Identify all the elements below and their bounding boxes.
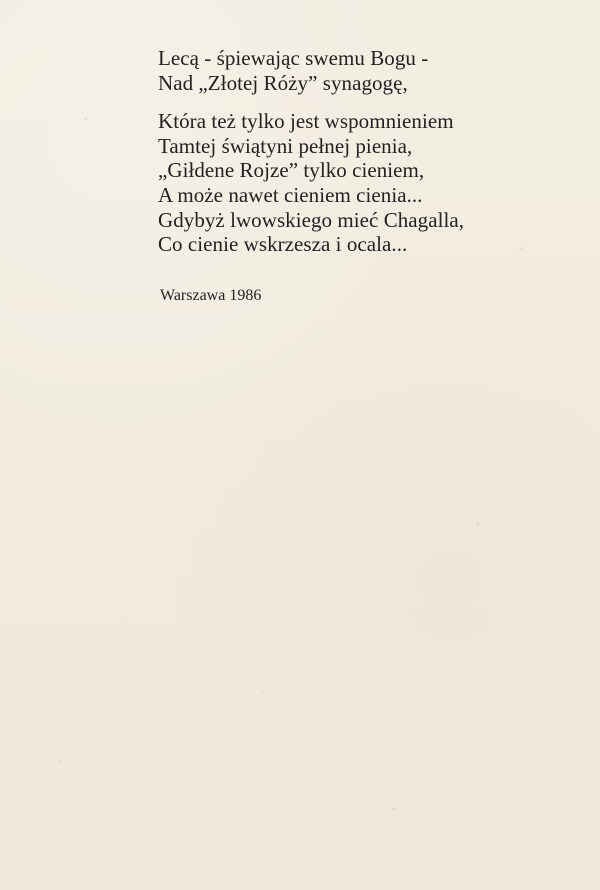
poem-line: Tamtej świątyni pełnej pienia, [158, 133, 413, 158]
paper-speck [519, 247, 522, 250]
paper-speck [119, 412, 121, 414]
poem-line: Gdybyż lwowskiego mieć Chagalla, [158, 207, 465, 232]
poem-line: Co cienie wskrzesza i ocala... [158, 232, 408, 257]
paper-speck [476, 523, 479, 526]
poem-line: Lecą - śpiewając swemu Bogu - [158, 46, 429, 70]
paper-speck [84, 118, 87, 121]
poem-line: Która też tylko jest wspomnieniem [158, 109, 454, 134]
poem-line: „Giłdene Rojze” tylko cieniem, [158, 158, 425, 183]
poem-line: A może nawet cieniem cienia... [158, 182, 423, 207]
paper-speck [392, 807, 395, 810]
poem-stanza-2 [158, 109, 518, 257]
paper-speck [59, 760, 61, 762]
place-date-signature: Warszawa 1986 [160, 287, 262, 304]
poem-line: Nad „Złotej Róży” synagogę, [158, 70, 408, 95]
poem-stanza-1 [158, 46, 518, 95]
poem-text [158, 46, 518, 257]
paper-speck [262, 691, 264, 693]
